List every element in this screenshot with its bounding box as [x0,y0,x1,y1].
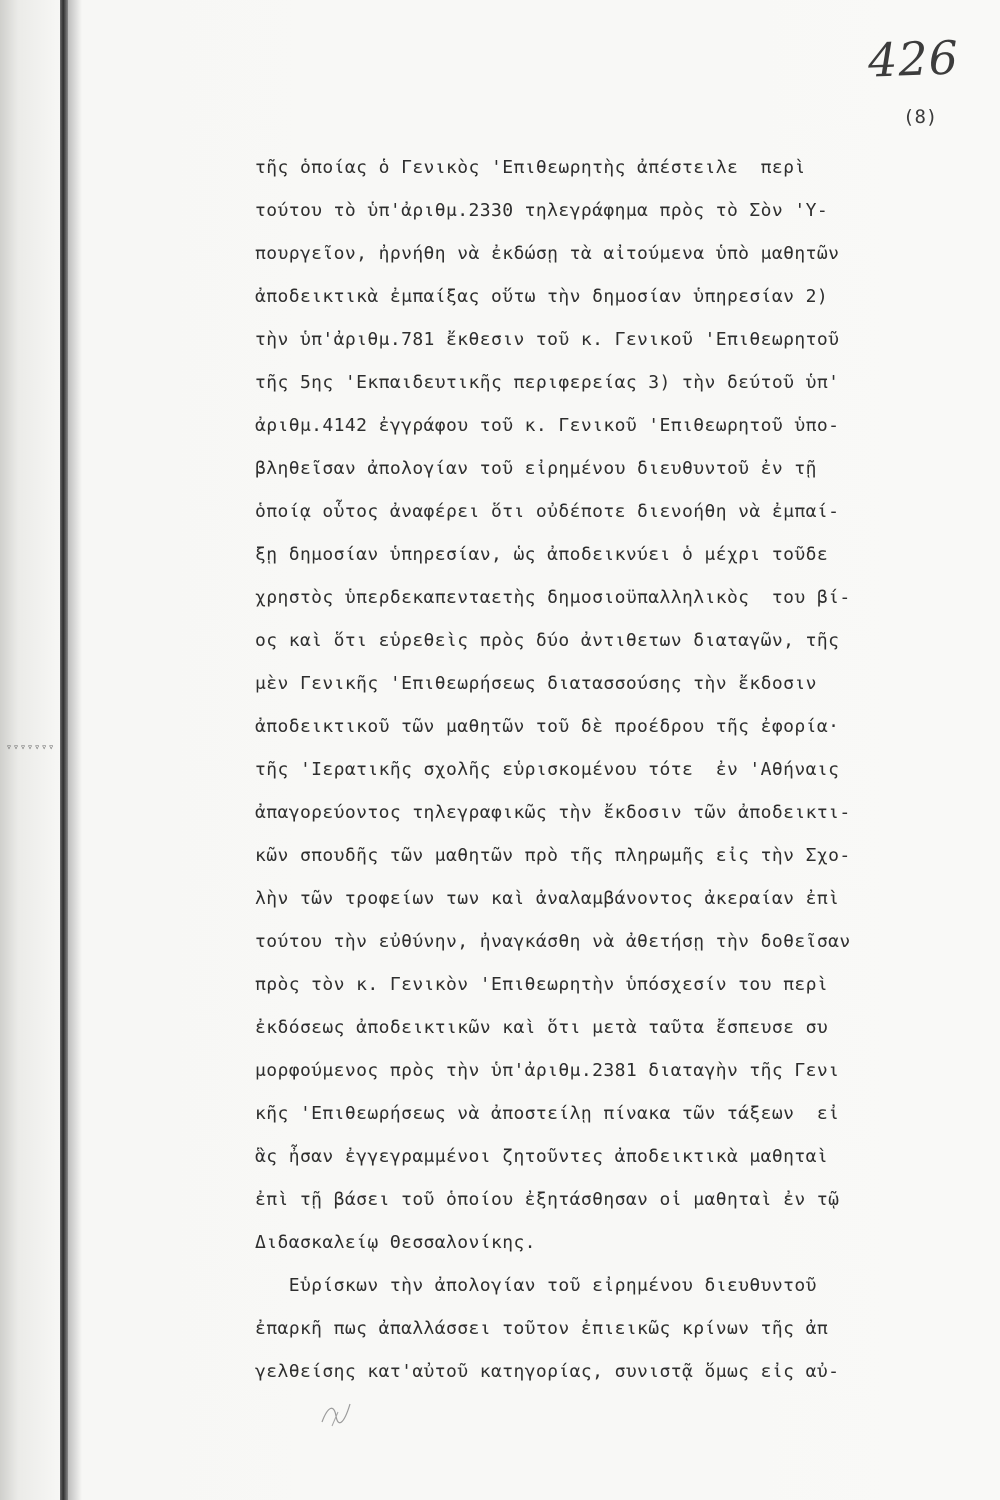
text-line: μορφούμενος πρὸς τὴν ὑπ'ἀριθμ.2381 διαταγὴν τῆς Γενι [255,1060,840,1081]
text-line: ἐπὶ τῇ βάσει τοῦ ὁποίου ἐξητάσθησαν οἱ μαθηταὶ ἐν τῷ [255,1189,840,1210]
text-line: ἀποδεικτικοῦ τῶν μαθητῶν τοῦ δὲ προέδρου τῆς ἐφορία· [255,716,840,737]
text-line: ἀποδεικτικὰ ἐμπαίξας οὕτω τὴν δημοσίαν ὑπηρεσίαν 2) [255,286,829,307]
text-line: τῆς 5ης 'Εκπαιδευτικῆς περιφερείας 3) τὴν δεύτοῦ ὑπ' [255,372,840,393]
text-line: ος καὶ ὅτι εὑρεθεὶς πρὸς δύο ἀντιθετων διαταγῶν, τῆς [255,630,840,651]
text-line: βληθεῖσαν ἀπολογίαν τοῦ εἰρημένου διευθυντοῦ ἐν τῇ [255,458,817,479]
text-line: κῶν σπουδῆς τῶν μαθητῶν πρὸ τῆς πληρωμῆς εἰς τὴν Σχο- [255,845,851,866]
text-line: ὁποίᾳ οὗτος ἀναφέρει ὅτι οὐδέποτε διενοήθη νὰ ἐμπαί- [255,501,840,522]
text-line: κῆς 'Επιθεωρήσεως νὰ ἀποστείλῃ πίνακα τῶν τάξεων εἰ [255,1103,840,1124]
text-line: χρηστὸς ὑπερδεκαπενταετὴς δημοσιοϋπαλληλικὸς του βί- [255,587,851,608]
text-line: πουργεῖον, ἠρνήθη νὰ ἐκδώσῃ τὰ αἰτούμενα ὑπὸ μαθητῶν [255,243,840,264]
text-line: ἀριθμ.4142 ἐγγράφου τοῦ κ. Γενικοῦ 'Επιθεωρητοῦ ὑπο- [255,415,840,436]
text-line: Διδασκαλείῳ Θεσσαλονίκης. [255,1232,536,1253]
binding-edge [60,0,68,1500]
text-line: ξῃ δημοσίαν ὑπηρεσίαν, ὡς ἀποδεικνύει ὁ μέχρι τοῦδε [255,544,829,565]
folio-number: 426 [867,30,960,88]
text-line: Εὑρίσκων τὴν ἀπολογίαν τοῦ εἰρημένου διευθυντοῦ [255,1275,817,1296]
text-line: τούτου τὸ ὑπ'ἀριθμ.2330 τηλεγράφημα πρὸς τὸ Σὸν 'Υ- [255,200,829,221]
text-line: τούτου τὴν εὐθύνην, ἠναγκάσθη νὰ ἀθετήσῃ τὴν δοθεῖσαν [255,931,851,952]
text-line: πρὸς τὸν κ. Γενικὸν 'Επιθεωρητὴν ὑπόσχεσίν του περὶ [255,974,829,995]
pencil-scribble [318,1398,354,1428]
margin-mark: ▿▿▿▿▿▿▿ [6,742,56,753]
typed-body-text [255,146,1000,1393]
text-line: λὴν τῶν τροφείων των καὶ ἀναλαμβάνοντος ἀκεραίαν ἐπὶ [255,888,840,909]
text-line: ἃς ἦσαν ἐγγεγραμμένοι ζητοῦντες ἀποδεικτικὰ μαθηταὶ [255,1146,829,1167]
text-line: ἀπαγορεύοντος τηλεγραφικῶς τὴν ἔκδοσιν τῶν ἀποδεικτι- [255,802,851,823]
text-line: ἐκδόσεως ἀποδεικτικῶν καὶ ὅτι μετὰ ταῦτα ἔσπευσε συ [255,1017,829,1038]
text-line: γελθείσης κατ'αὐτοῦ κατηγορίας, συνιστᾷ ὅμως εἰς αὐ- [255,1361,840,1382]
text-line: τῆς ὁποίας ὁ Γενικὸς 'Επιθεωρητὴς ἀπέστειλε περὶ [255,157,806,178]
page-number: (8) [903,106,938,128]
text-line: μὲν Γενικῆς 'Επιθεωρήσεως διατασσούσης τὴν ἔκδοσιν [255,673,817,694]
text-line: τὴν ὑπ'ἀριθμ.781 ἔκθεσιν τοῦ κ. Γενικοῦ 'Επιθεωρητοῦ [255,329,840,350]
text-line: τῆς 'Ιερατικῆς σχολῆς εὑρισκομένου τότε ἐν 'Αθήναις [255,759,840,780]
text-line: ἐπαρκῆ πως ἀπαλλάσσει τοῦτον ἐπιεικῶς κρίνων τῆς ἀπ [255,1318,829,1339]
binding-shadow [68,0,82,1500]
